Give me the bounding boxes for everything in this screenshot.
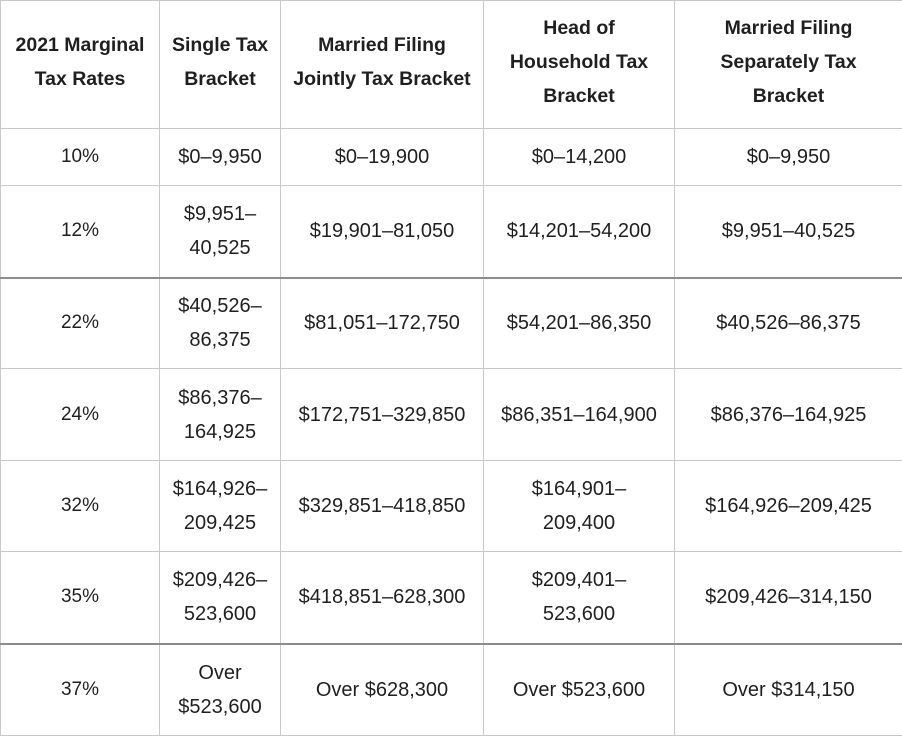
cell-line: $19,901–81,050 [285, 214, 479, 248]
header-marginal-rate [1, 1, 160, 129]
table-row [1, 186, 902, 278]
cell-line: 523,600 [164, 597, 276, 631]
cell-head-of-household [484, 461, 675, 552]
cell-line: $209,426– [164, 563, 276, 597]
header-line: Married Filing [285, 28, 479, 62]
cell-married-separate [675, 552, 902, 644]
cell-married-separate [675, 369, 902, 461]
cell-rate: 32% [1, 461, 160, 552]
cell-married-separate [675, 644, 902, 736]
table-body [1, 129, 902, 736]
cell-head-of-household [484, 369, 675, 461]
cell-line: $523,600 [164, 690, 276, 724]
cell-line: $86,376– [164, 381, 276, 415]
cell-line: $0–9,950 [679, 140, 898, 174]
cell-single [160, 278, 281, 369]
header-line: Bracket [488, 79, 670, 113]
cell-rate: 22% [1, 278, 160, 369]
cell-rate: 10% [1, 129, 160, 186]
header-single [160, 1, 281, 129]
cell-married-joint [281, 278, 484, 369]
header-line: Bracket [679, 79, 898, 113]
cell-head-of-household [484, 552, 675, 644]
cell-line: Over [164, 656, 276, 690]
cell-line: $418,851–628,300 [285, 580, 479, 614]
cell-line: $14,201–54,200 [488, 214, 670, 248]
cell-line: $9,951– [164, 197, 276, 231]
cell-rate: 37% [1, 644, 160, 736]
cell-rate: 12% [1, 186, 160, 278]
cell-married-separate [675, 129, 902, 186]
cell-line: $329,851–418,850 [285, 489, 479, 523]
cell-line: $164,926–209,425 [679, 489, 898, 523]
table-row [1, 461, 902, 552]
header-head-of-household [484, 1, 675, 129]
header-line: Tax Rates [5, 62, 155, 96]
table-row [1, 644, 902, 736]
cell-head-of-household [484, 129, 675, 186]
cell-married-separate [675, 461, 902, 552]
header-married-joint [281, 1, 484, 129]
cell-line: $164,901– [488, 472, 670, 506]
cell-line: $0–14,200 [488, 140, 670, 174]
cell-head-of-household [484, 278, 675, 369]
cell-line: $81,051–172,750 [285, 306, 479, 340]
table-row [1, 278, 902, 369]
cell-single [160, 644, 281, 736]
cell-line: 86,375 [164, 323, 276, 357]
cell-line: 523,600 [488, 597, 670, 631]
cell-line: $209,401– [488, 563, 670, 597]
header-line: Single Tax [164, 28, 276, 62]
cell-line: Over $523,600 [488, 673, 670, 707]
table-header [1, 1, 902, 129]
header-line: Head of [488, 11, 670, 45]
table-row [1, 369, 902, 461]
cell-line: $9,951–40,525 [679, 214, 898, 248]
cell-line: $54,201–86,350 [488, 306, 670, 340]
cell-single [160, 552, 281, 644]
cell-married-separate [675, 278, 902, 369]
cell-line: $40,526–86,375 [679, 306, 898, 340]
cell-line: $209,426–314,150 [679, 580, 898, 614]
header-line: Household Tax [488, 45, 670, 79]
table-row [1, 552, 902, 644]
cell-line: $164,926– [164, 472, 276, 506]
cell-line: $0–9,950 [164, 140, 276, 174]
table-row [1, 129, 902, 186]
header-married-separate [675, 1, 902, 129]
cell-rate: 24% [1, 369, 160, 461]
cell-married-joint [281, 369, 484, 461]
cell-line: $86,376–164,925 [679, 398, 898, 432]
cell-married-separate [675, 186, 902, 278]
header-line: Jointly Tax Bracket [285, 62, 479, 96]
cell-line: $40,526– [164, 289, 276, 323]
header-line: Bracket [164, 62, 276, 96]
cell-married-joint [281, 186, 484, 278]
cell-married-joint [281, 461, 484, 552]
cell-single [160, 369, 281, 461]
cell-single [160, 461, 281, 552]
cell-line: $0–19,900 [285, 140, 479, 174]
cell-rate: 35% [1, 552, 160, 644]
cell-married-joint [281, 129, 484, 186]
cell-line: 209,425 [164, 506, 276, 540]
cell-line: Over $628,300 [285, 673, 479, 707]
cell-head-of-household [484, 644, 675, 736]
header-line: 2021 Marginal [5, 28, 155, 62]
cell-line: 164,925 [164, 415, 276, 449]
cell-line: 209,400 [488, 506, 670, 540]
header-row [1, 1, 902, 129]
cell-line: 40,525 [164, 231, 276, 265]
cell-head-of-household [484, 186, 675, 278]
header-line: Married Filing [679, 11, 898, 45]
cell-married-joint [281, 552, 484, 644]
cell-line: Over $314,150 [679, 673, 898, 707]
header-line: Separately Tax [679, 45, 898, 79]
cell-single [160, 129, 281, 186]
cell-line: $86,351–164,900 [488, 398, 670, 432]
cell-married-joint [281, 644, 484, 736]
cell-line: $172,751–329,850 [285, 398, 479, 432]
cell-single [160, 186, 281, 278]
